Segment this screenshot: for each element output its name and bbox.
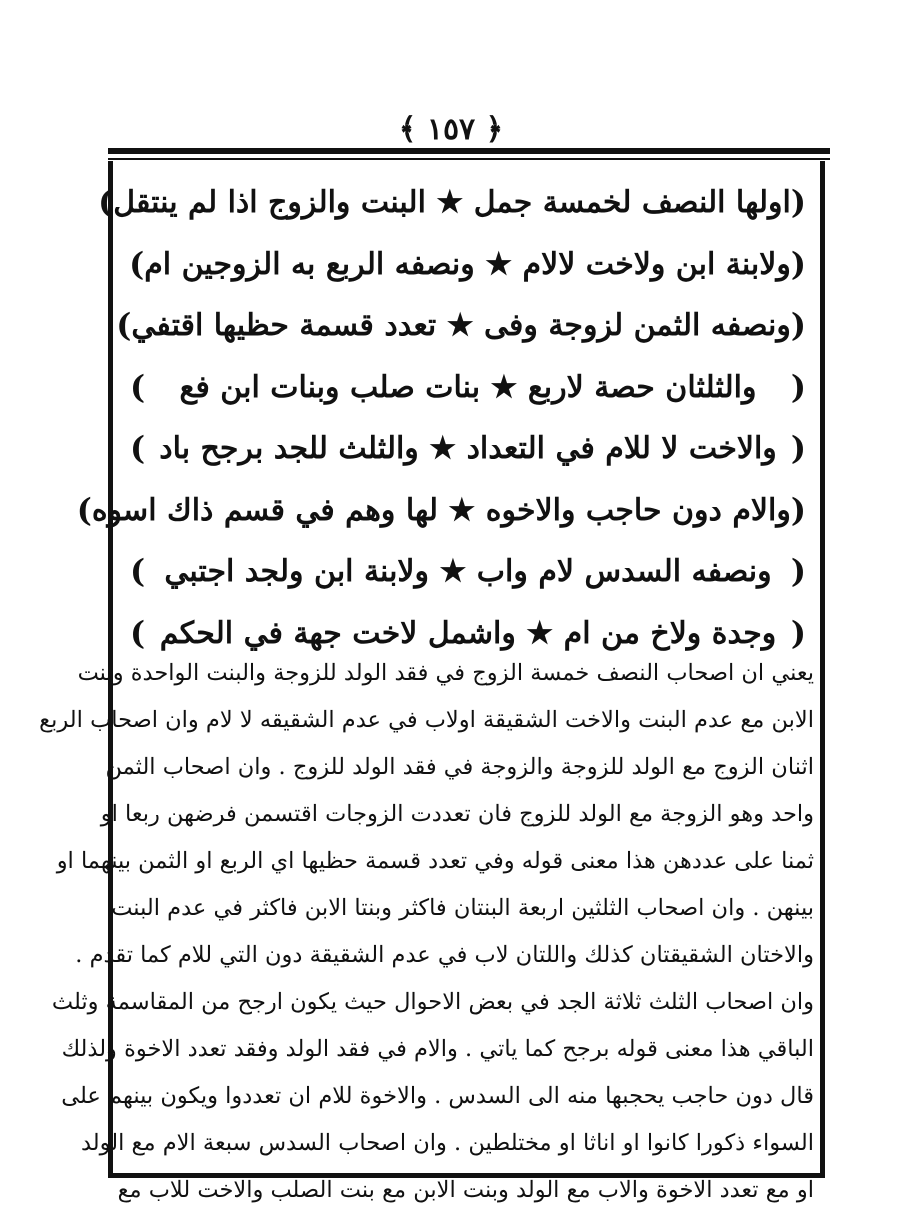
commentary-line: الابن مع عدم البنت والاخت الشقيقة اولاب في عدم الشقيقه لا لام وان اصحاب الربع bbox=[39, 707, 814, 733]
verse-line bbox=[130, 541, 806, 603]
verse-text: والام دون حاجب والاخوه ★ لها وهم في قسم ذاك اسوه bbox=[91, 492, 791, 528]
commentary-line: قال دون حاجب يحجبها منه الى السدس . والاخوة للام ان تعددوا ويكون بينهم على bbox=[61, 1083, 814, 1109]
verse-line bbox=[130, 234, 806, 296]
verse-open-paren: ( bbox=[790, 244, 806, 283]
verse-open-paren: ( bbox=[790, 490, 806, 529]
commentary-line: واحد وهو الزوجة مع الولد للزوج فان تعددت الزوجات اقتسمن فرضهن ربعا او bbox=[100, 801, 814, 827]
verse-text: ولابنة ابن ولاخت لالام ★ ونصفه الربع به الزوجين ام bbox=[144, 246, 791, 282]
verse-text: وجدة ولاخ من ام ★ واشمل لاخت جهة في الحكم bbox=[159, 615, 777, 651]
verse-open-paren: ( bbox=[790, 552, 806, 590]
verse-close-paren: ) bbox=[130, 552, 146, 590]
commentary-line: يعني ان اصحاب النصف خمسة الزوج في فقد الولد للزوجة والبنت الواحدة وبنت bbox=[77, 660, 814, 686]
verse-line bbox=[76, 480, 806, 542]
verse-open-paren: ( bbox=[790, 613, 806, 652]
verse-line bbox=[98, 172, 806, 234]
verse-close-paren: ) bbox=[129, 244, 145, 283]
verse-open-paren: ( bbox=[790, 306, 806, 344]
commentary-line: بينهن . وان اصحاب الثلثين اربعة البنتان فاكثر وبنتا الابن فاكثر في عدم البنت bbox=[111, 895, 814, 921]
verse-close-paren: ) bbox=[116, 306, 132, 344]
commentary-line: ثمنا على عددهن هذا معنى قوله وفي تعدد قسمة حظيها اي الربع او الثمن بينهما او bbox=[56, 848, 814, 874]
commentary-line: الباقي هذا معنى قوله برجح كما ياتي . والام في فقد الولد وفقد تعدد الاخوة ولذلك bbox=[61, 1036, 814, 1062]
page-number: ﴿ ١٥٧ ﴾ bbox=[398, 112, 504, 147]
verse-close-paren: ) bbox=[130, 367, 146, 406]
commentary-line: اثنان الزوج مع الولد للزوجة والزوجة في فقد الولد للزوج . وان اصحاب الثمن bbox=[105, 754, 814, 780]
top-rule-thin bbox=[108, 158, 830, 160]
verse-text: اولها النصف لخمسة جمل ★ البنت والزوج اذا لم ينتقل bbox=[113, 185, 791, 220]
verse-open-paren: ( bbox=[790, 429, 806, 467]
verse-close-paren: ) bbox=[130, 429, 146, 467]
verse-open-paren: ( bbox=[790, 183, 806, 221]
commentary-block bbox=[39, 650, 814, 1214]
commentary-line: وان اصحاب الثلث ثلاثة الجد في بعض الاحوال حيث يكون ارجح من المقاسمة وثلث bbox=[51, 989, 814, 1015]
verse-line bbox=[130, 418, 806, 480]
verse-line bbox=[130, 357, 806, 419]
verse-block bbox=[76, 172, 806, 664]
verse-close-paren: ) bbox=[98, 183, 114, 221]
commentary-line: او مع تعدد الاخوة والاب مع الولد وبنت الابن مع بنت الصلب والاخت للاب مع bbox=[117, 1177, 814, 1203]
verse-text: والثلثان حصة لاربع ★ بنات صلب وبنات ابن فع bbox=[179, 369, 757, 405]
top-rule bbox=[108, 148, 830, 154]
verse-line bbox=[116, 295, 806, 357]
verse-text: ونصفه الثمن لزوجة وفى ★ تعدد قسمة حظيها اقتفي bbox=[131, 308, 791, 343]
verse-text: ونصفه السدس لام واب ★ ولابنة ابن ولجد اجتبي bbox=[164, 554, 772, 589]
verse-text: والاخت لا للام في التعداد ★ والثلث للجد برجح باد bbox=[159, 431, 777, 466]
commentary-line: والاختان الشقيقتان كذلك واللتان لاب في عدم الشقيقة دون التي للام كما تقدم . bbox=[75, 942, 814, 968]
verse-close-paren: ) bbox=[76, 490, 92, 529]
verse-close-paren: ) bbox=[130, 613, 146, 652]
verse-open-paren: ( bbox=[790, 367, 806, 406]
commentary-line: السواء ذكورا كانوا او اناثا او مختلطين . وان اصحاب السدس سبعة الام مع الولد bbox=[80, 1130, 814, 1156]
